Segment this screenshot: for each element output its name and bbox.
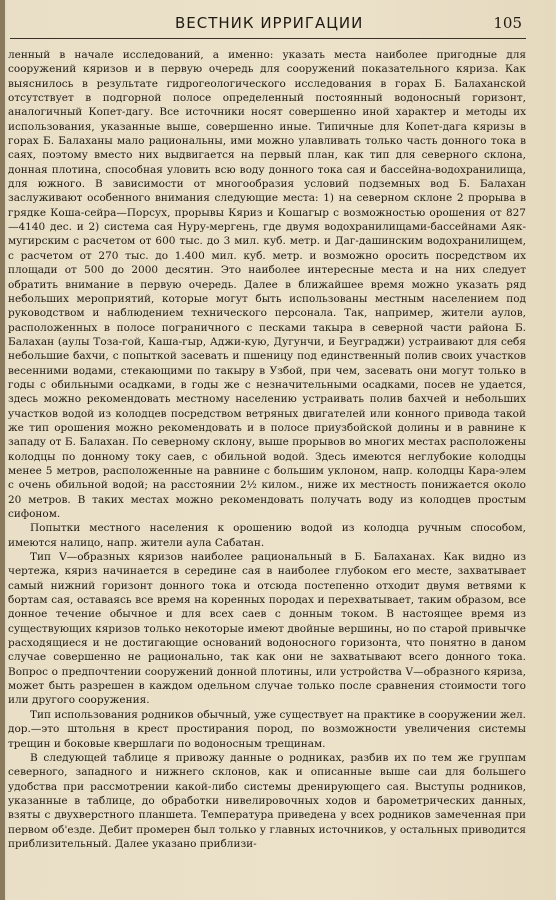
page-header — [10, 8, 526, 39]
body-text — [8, 48, 526, 851]
binding-edge — [0, 0, 5, 900]
journal-title: ВЕСТНИК ИРРИГАЦИИ — [175, 14, 364, 32]
paragraph-3: Тип V—образных кяризов наиболее рациональный в Б. Балаханах. Как видно из чертежа, кяриз начинается в середине сая в наиболее глубоком его месте, захватывает самый нижний горизонт донного тока и отсюда постепенно отходит двумя ветвями к бортам сая, оставаясь все время на коренных породах и перехватывает, таким образом, все донное течение обычное и для всех саев с донным током. В настоящее время из существующих кяризов только некоторые имеют двойные вершины, но по старой привычке расходящиеся и не достигающие оснований водоносного горизонта, что понятно в даном случае совершенно не рационально, так как они не захватывают всего донного тока. Вопрос о предпочтении сооружений донной плотины, или устройства V—образного кяриза, может быть разрешен в каждом одельном случае только после сравнения стоимости того или другого сооружения. — [8, 551, 526, 707]
paragraph-4: Тип использования родников обычный, уже существует на практике в сооружении жел. дор.—это штольня в крест простирания пород, по возможности увеличения системы трещин и боковые квершлаги по водоносным трещинам. — [8, 708, 526, 750]
paragraph-2: Попытки местного населения к орошению водой из колодца ручным способом, имеются налицо, напр. жители аула Сабатан. — [8, 522, 526, 549]
paragraph-1: ленный в начале исследований, а именно: указать места наиболее пригодные для сооружений кяризов и в первую очередь для сооружений показательного кяриза. Как выяснилось в результате гидрогеологического исследования в горах Б. Балаханской отсутствует в подгорной полосе определенный постоянный водоносный горизонт, аналогичный Копет-дагу. Все источники носят совершенно иной характер и методы их использования, указанные выше, совершенно иные. Типичные для Копет-дага кяризы в горах Б. Балаханы мало рациональны, ими можно улавливать только часть донного тока в саях, поэтому вместо них выдвигается на первый план, как тип для северного склона, донная плотина, способная уловить всю воду донного тока сая и бассейна-водохранилища, для южного. В зависимости от многообразия условий подземных вод Б. Балахан заслуживают особенного внимания следующие места: 1) на северном склоне 2 прорыва в грядке Коша-сейра—Порсух, прорывы Кяриз и Кошагыр с возможностью орошения от 827—4140 дес. и 2) система сая Нуру-мергень, где двумя водохранилищами-бассейнами Аяк-мугирским с расчетом от 600 тыс. до 3 мил. куб. метр. и Даг-дашинским водохранилищем, с расчетом от 270 тыс. до 1.400 мил. куб. метр. и возможно оросить посредством их площади от 500 до 2000 десятин. Это наиболее интересные места и на них следует обратить внимание в первую очередь. Далее в ближайшее время можно указать ряд небольших мероприятий, которые могут быть использованы местным населением под руководством и наблюдением технического персонала. Так, например, жители аулов, расположенных в полосе пограничного с песками такыра в северной части района Б. Балахан (аулы Тоза-гой, Каша-гыр, Аджи-кую, Дугунчи, и Беуграджи) устраивают для себя небольшие бахчи, с попыткой засевать и пшеницу под единственный полив своих участков весенними водами, стекающими по такыру в Узбой, при чем, засевать они могут только в годы с обильными осадками, в годы же с незначительными осадками, посев не удается, здесь можно рекомендовать местному населению устраивать полив бахчей и небольших участков водой из колодцев посредством ветряных двигателей или конного привода такой же тип орошения можно рекомендовать и в полосе приузбойской долины и в равнине к западу от Б. Балахан. По северному склону, выше прорывов во многих местах расположены колодцы по донному току саев, с обильной водой. Здесь имеются неглубокие колодцы менее 5 метров, расположенные на равнине с большим уклоном, напр. колодцы Кара-элем с очень обильной водой; на расстоянии 2½ килом., ниже их местность понижается около 20 метров. В таких местах можно рекомендовать получать воду из колодцев простым сифоном. — [8, 49, 526, 520]
page-number: 105 — [493, 14, 522, 32]
paragraph-5: В следующей таблице я привожу данные о родниках, разбив их по тем же группам северного, западного и нижнего склонов, как и описанные выше саи для большего удобства при рассмотрении какой-либо системы дренирующего сая. Выступы родников, указанные в таблице, до обработки нивелировочных ходов и барометрических данных, взяты с двухверстного планшета. Температура приведена у всех родников замеченная при первом об'езде. Дебит промерен был только у главных источников, у остальных приводится приблизительный. Далее указано приблизи- — [8, 751, 526, 850]
